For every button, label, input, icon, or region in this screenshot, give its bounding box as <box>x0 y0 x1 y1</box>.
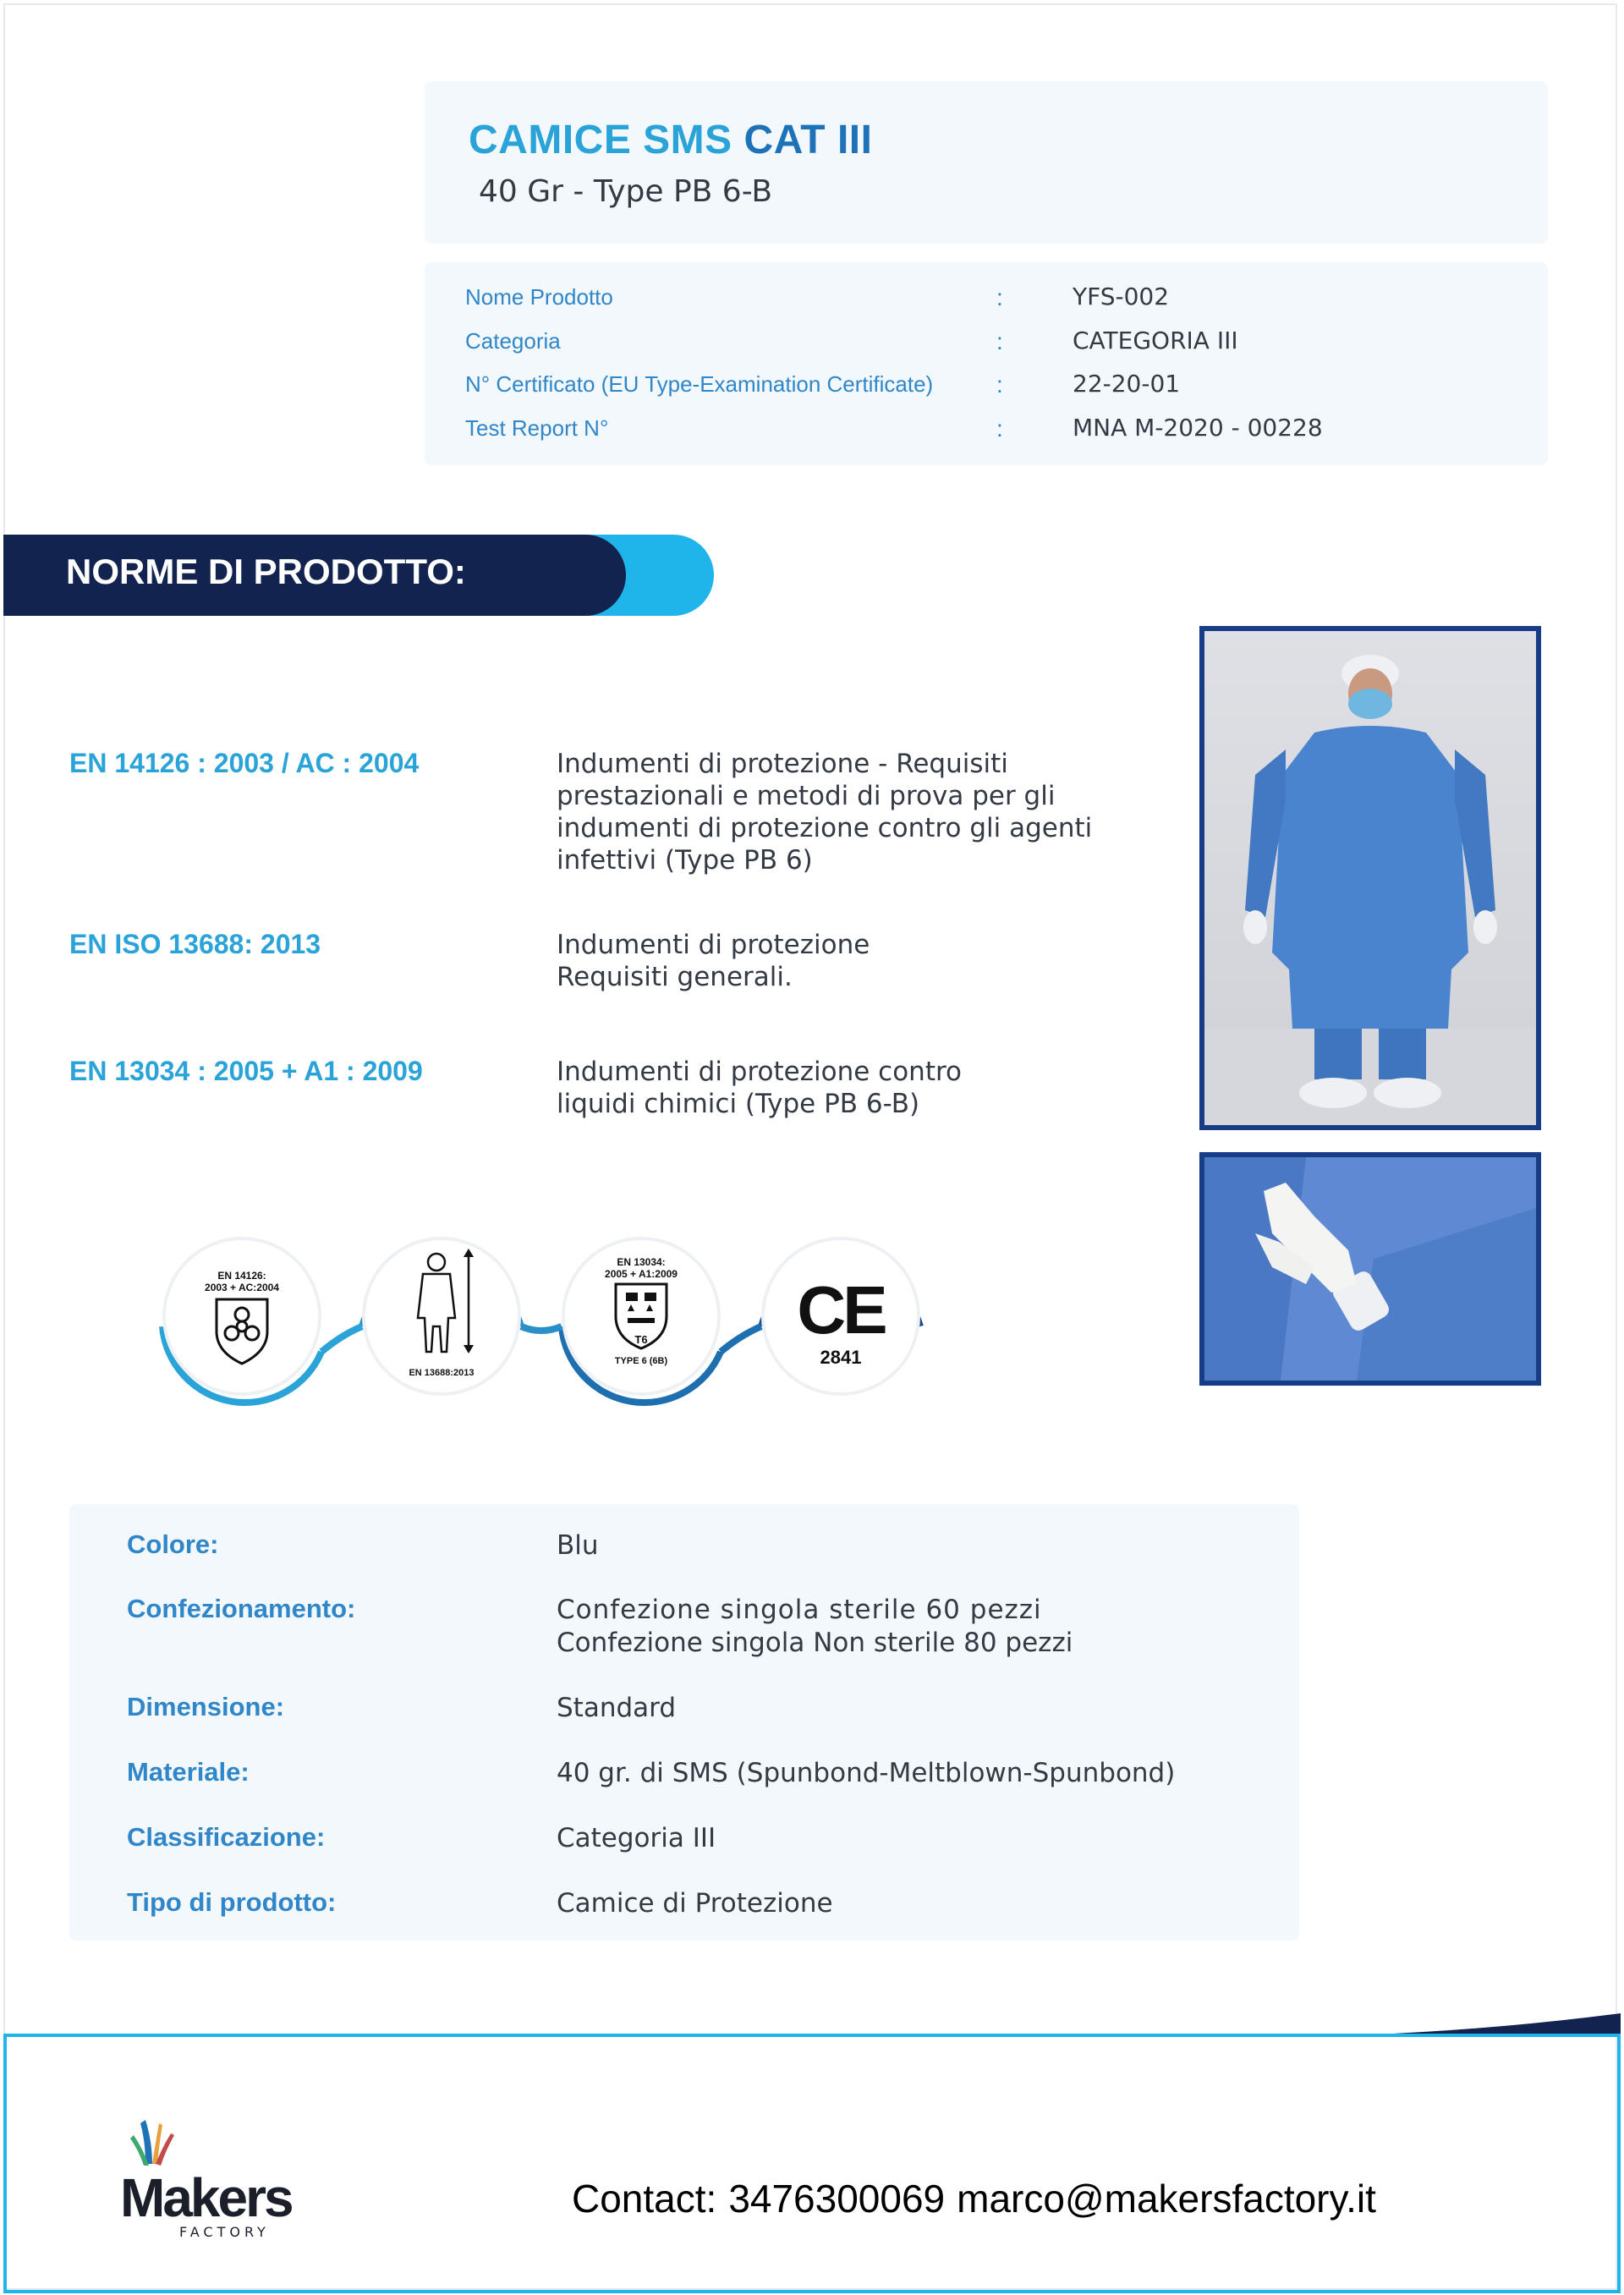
contact-phone[interactable]: 3476300069 <box>728 2177 946 2221</box>
info-row <box>465 415 1514 449</box>
logo-icon <box>115 2117 301 2243</box>
info-colon: : <box>996 415 1003 442</box>
info-colon: : <box>996 284 1003 310</box>
info-colon: : <box>996 328 1003 354</box>
spec-line: Categoria III <box>557 1823 716 1853</box>
gown-detail-photo <box>1199 1152 1541 1386</box>
norm-description <box>557 748 1132 876</box>
info-colon: : <box>996 371 1003 398</box>
spec-value <box>557 1822 716 1855</box>
info-label: Test Report N° <box>465 415 609 441</box>
norm-line: infettivi (Type PB 6) <box>557 845 813 876</box>
contact-email[interactable]: marco@makersfactory.it <box>957 2177 1376 2221</box>
spec-line: Blu <box>557 1530 599 1561</box>
spec-label: Colore: <box>127 1529 219 1559</box>
gown-sleeve-illustration <box>1204 1157 1536 1381</box>
info-value: YFS-002 <box>1073 283 1170 310</box>
spec-label: Confezionamento: <box>127 1594 356 1623</box>
icon2-caption: EN 13688:2013 <box>409 1368 475 1378</box>
norm-code: EN 14126 : 2003 / AC : 2004 <box>69 748 420 778</box>
norm-line: Indumenti di protezione <box>557 930 870 960</box>
spec-label: Materiale: <box>127 1757 250 1787</box>
title-card <box>425 81 1548 244</box>
contact-line <box>572 2176 1388 2221</box>
spec-value <box>557 1757 1175 1790</box>
logo-word: Makers <box>120 2167 292 2228</box>
norm-line: liquidi chimici (Type PB 6-B) <box>557 1089 920 1119</box>
norm-line: Indumenti di protezione contro <box>557 1057 963 1087</box>
norm-description <box>557 1056 1132 1120</box>
spec-line: Confezione singola Non sterile 80 pezzi <box>557 1628 1073 1658</box>
spec-value <box>557 1692 676 1725</box>
product-info-card <box>425 262 1548 465</box>
makers-factory-logo <box>115 2117 301 2243</box>
title-part-1: CAMICE SMS <box>469 118 732 162</box>
norm-line: Indumenti di protezione - Requisiti <box>557 749 1008 779</box>
info-label: N° Certificato (EU Type-Examination Certificate) <box>465 371 934 397</box>
spec-label: Classificazione: <box>127 1822 326 1852</box>
title-part-2: CAT III <box>743 118 873 162</box>
spec-line: Standard <box>557 1693 677 1723</box>
contact-label: Contact: <box>572 2177 717 2221</box>
ce-mark: CE <box>797 1272 885 1348</box>
spec-line: Camice di Protezione <box>557 1888 833 1919</box>
info-value: 22-20-01 <box>1073 370 1181 398</box>
info-row <box>465 284 1514 318</box>
icon3-line2: 2005 + A1:2009 <box>605 1268 678 1280</box>
spec-line: Confezione singola sterile 60 pezzi <box>557 1595 1042 1625</box>
spec-value <box>557 1594 1073 1660</box>
product-title <box>469 117 872 163</box>
norm-line: Requisiti generali. <box>557 962 793 992</box>
icon1-line1: EN 14126: <box>217 1270 266 1282</box>
icon1-line2: 2003 + AC:2004 <box>205 1282 279 1293</box>
info-row <box>465 371 1514 405</box>
logo-sub: FACTORY <box>179 2224 270 2240</box>
certification-icons-graphic <box>152 1225 939 1411</box>
norm-description <box>557 929 1132 993</box>
info-label: Nome Prodotto <box>465 284 613 310</box>
info-value: MNA M-2020 - 00228 <box>1073 414 1323 442</box>
info-value: CATEGORIA III <box>1073 327 1238 354</box>
icon3-line1: EN 13034: <box>617 1256 666 1268</box>
icon3-badge: T6 <box>634 1333 648 1346</box>
info-row <box>465 328 1514 362</box>
spec-label: Tipo di prodotto: <box>127 1887 337 1917</box>
spec-line: 40 gr. di SMS (Spunbond-Meltblown-Spunbond) <box>557 1758 1176 1788</box>
spec-label: Dimensione: <box>127 1692 285 1721</box>
spec-card <box>69 1504 1299 1941</box>
spec-value <box>557 1887 833 1920</box>
norm-code: EN 13034 : 2005 + A1 : 2009 <box>69 1056 423 1086</box>
norm-line: prestazionali e metodi di prova per gli <box>557 781 1056 811</box>
section-title: NORME DI PRODOTTO: <box>66 552 466 591</box>
certification-icons <box>152 1225 939 1411</box>
product-subtitle: 40 Gr - Type PB 6-B <box>479 174 773 209</box>
spec-value <box>557 1529 599 1562</box>
icon3-caption: TYPE 6 (6B) <box>614 1356 668 1366</box>
gown-full-photo <box>1199 626 1541 1130</box>
norm-line: indumenti di protezione contro gli agenti <box>557 813 1093 843</box>
gown-person-illustration <box>1204 631 1536 1125</box>
info-label: Categoria <box>465 328 561 354</box>
norm-code: EN ISO 13688: 2013 <box>69 929 321 959</box>
ce-number: 2841 <box>820 1347 862 1368</box>
